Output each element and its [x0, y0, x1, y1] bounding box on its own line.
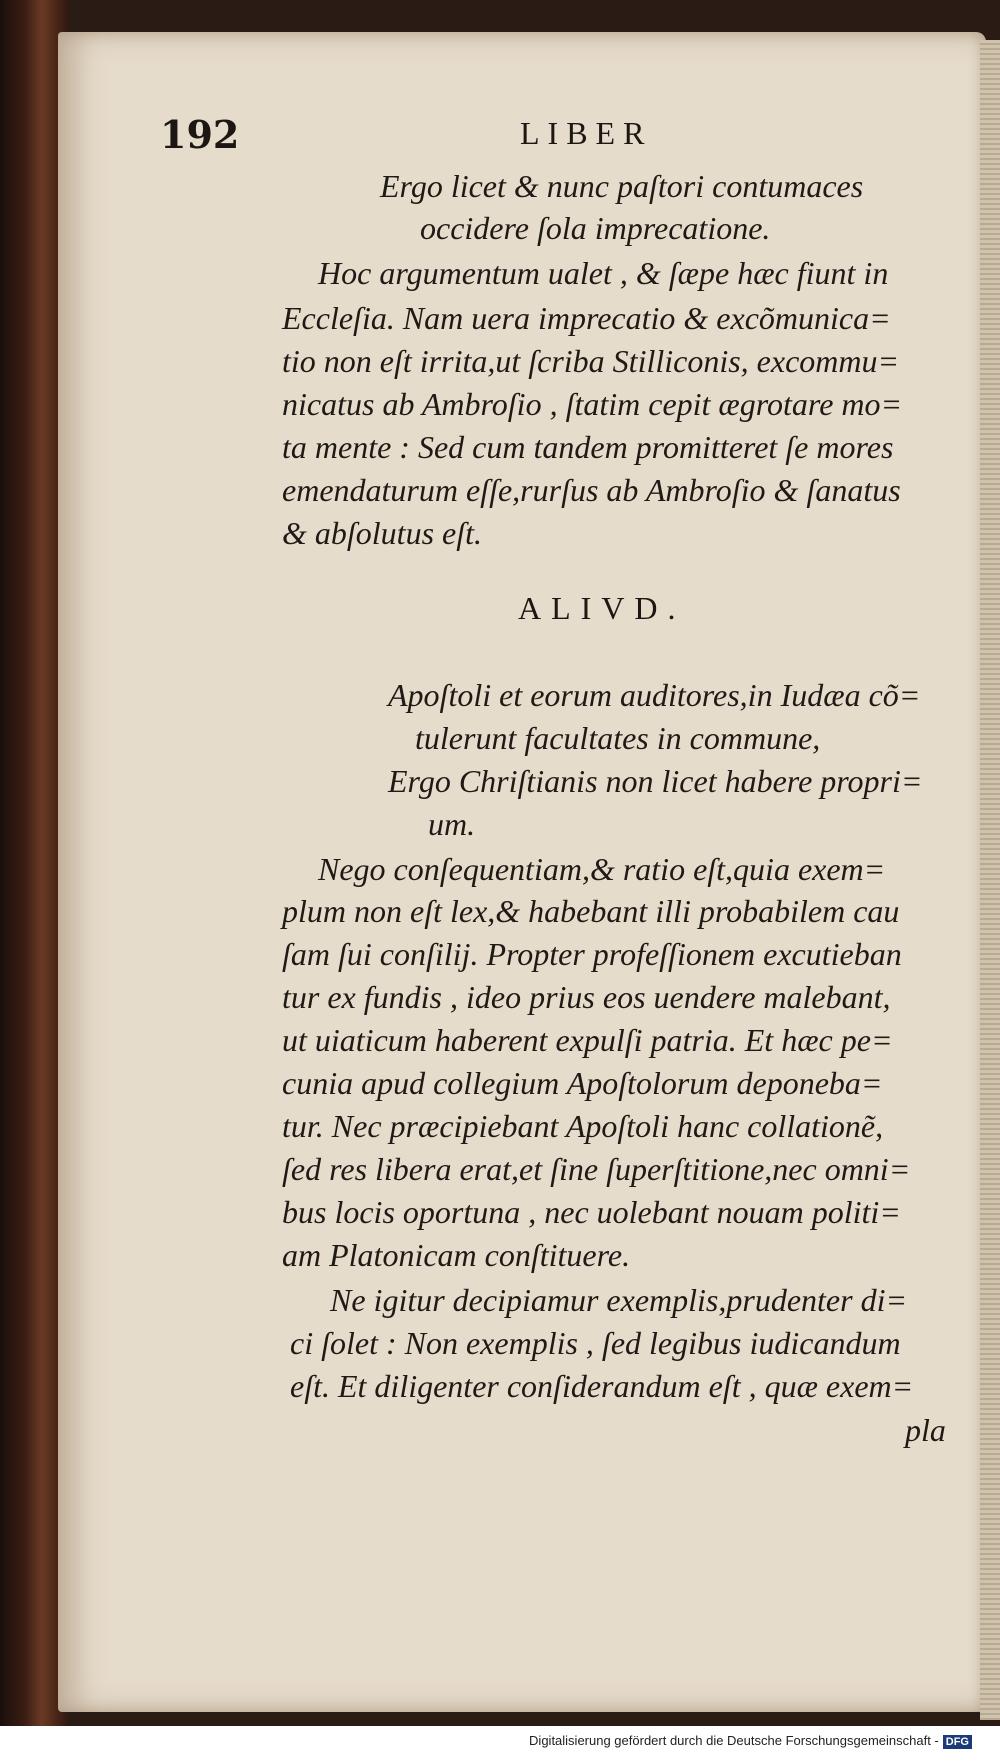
text-line: cunia apud collegium Apoſtolorum deponeba= — [282, 1065, 883, 1101]
text-line: Apoſtoli et eorum auditores,in Iudæa cõ= — [388, 677, 921, 713]
text-line: Ergo Chriſtianis non licet habere propri= — [388, 763, 923, 799]
text-line: Ne igitur decipiamur exemplis,prudenter di= — [330, 1282, 908, 1318]
text-line: tur. Nec præcipiebant Apoſtoli hanc collationẽ, — [282, 1108, 884, 1144]
text-line: am Platonicam conſtituere. — [282, 1237, 631, 1273]
text-line: um. — [428, 806, 476, 842]
text-line: ſam ſui conſilij. Propter profeſſionem excutieban — [282, 936, 902, 972]
text-line: tur ex fundis , ideo prius eos uendere malebant, — [282, 979, 891, 1015]
text-line: eſt. Et diligenter conſiderandum eſt , quæ exem= — [290, 1368, 914, 1404]
text-line: ta mente : Sed cum tandem promitteret ſe mores — [282, 429, 894, 465]
text-line: nicatus ab Ambroſio , ſtatim cepit ægrotare mo= — [282, 386, 903, 422]
text-line: emendaturum eſſe,rurſus ab Ambroſio & ſanatus — [282, 472, 901, 508]
running-head: LIBER — [520, 115, 653, 151]
page-edge — [980, 40, 1000, 1720]
text-line: Nego conſequentiam,& ratio eſt,quia exem= — [318, 851, 886, 887]
catchword: pla — [905, 1412, 946, 1448]
text-line: ſed res libera erat,et ſine ſuperſtitione,nec omni= — [282, 1151, 911, 1187]
text-line: ci ſolet : Non exemplis , ſed legibus iudicandum — [290, 1325, 901, 1361]
text-line: plum non eſt lex,& habebant illi probabilem cau — [282, 893, 900, 929]
text-line: occidere ſola imprecatione. — [420, 210, 771, 246]
digitization-credit — [529, 1733, 972, 1749]
section-heading: ALIVD. — [518, 590, 686, 626]
text-line: bus locis oportuna , nec uolebant nouam politi= — [282, 1194, 901, 1230]
text-line: tulerunt facultates in commune, — [415, 720, 821, 756]
text-line: Eccleſia. Nam uera imprecatio & excõmunica= — [282, 300, 891, 336]
page-number: 192 — [160, 112, 240, 157]
credit-text: Digitalisierung gefördert durch die Deutsche Forschungsgemeinschaft - — [529, 1733, 939, 1748]
text-line: tio non eſt irrita,ut ſcriba Stilliconis, excommu= — [282, 343, 900, 379]
dfg-logo: DFG — [943, 1735, 972, 1749]
text-line: ut uiaticum haberent expulſi patria. Et hæc pe= — [282, 1022, 893, 1058]
text-line: & abſolutus eſt. — [282, 515, 482, 551]
text-line: Ergo licet & nunc paſtori contumaces — [380, 168, 864, 204]
text-line: Hoc argumentum ualet , & ſæpe hæc fiunt in — [318, 255, 889, 291]
